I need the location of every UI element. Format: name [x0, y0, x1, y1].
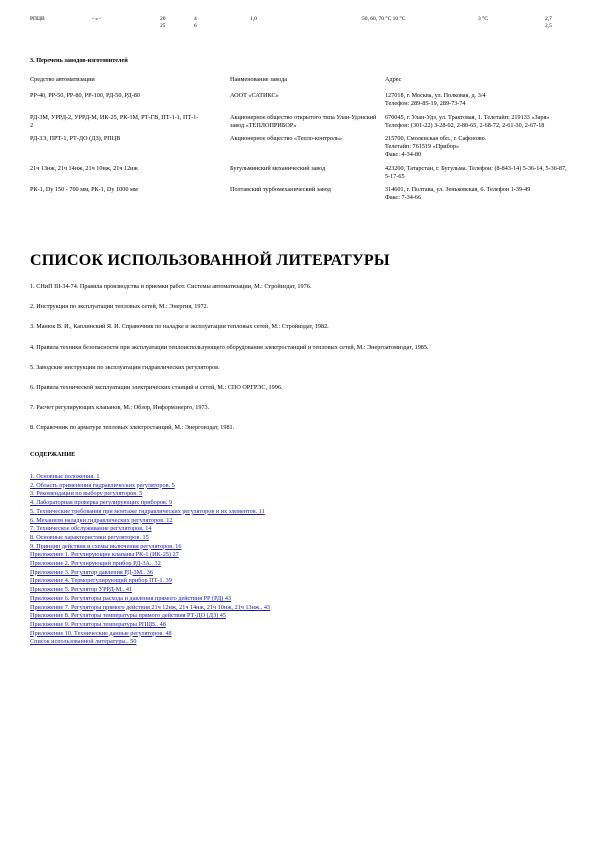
- table-row: [30, 114, 570, 135]
- toc-link[interactable]: 3. Рекомендации по выбору регуляторов. 5: [30, 490, 143, 498]
- toc-link[interactable]: Приложение 3. Регулятор давления РД-3М.. 36: [30, 568, 153, 576]
- toc-link[interactable]: 9. Принцип действия и схемы включения регуляторов. 16: [30, 542, 182, 550]
- toc-link[interactable]: Список использованной литературы.. 50: [30, 638, 137, 646]
- plant-cell: Акционерное общество открытого типа Улан-Удэнский завод «ТЕПЛОПРИБОР»: [230, 113, 377, 129]
- cell-value: 1,0: [250, 16, 257, 22]
- address-cell: [385, 186, 570, 207]
- plant-cell: Акционерное общество «Тепло-контроль»: [230, 135, 342, 143]
- device-cell: РД-3Э, ПРТ-1, РТ-ДО (ДЗ), РПЦВ: [30, 135, 121, 143]
- literature-item: 4. Правила техники безопасности при эксплуатации теплоиспользующего оборудования электростанций и тепловых сетей, М.: Энергоатомиздат, 1985.: [30, 343, 429, 351]
- table-row: [30, 186, 570, 207]
- cell-value: 3 °С: [478, 16, 488, 22]
- address-line: Факс: 4-34-80: [385, 151, 422, 159]
- plant-cell: Бугульминский механический завод: [230, 164, 326, 172]
- literature-item: 5. Заводские инструкции по эксплуатации гидравлических регуляторов.: [30, 363, 220, 371]
- address-cell: [385, 92, 570, 113]
- section-heading: 3. Перечень заводов-изготовителей: [30, 57, 128, 64]
- toc-link[interactable]: Приложение 1. Регулирующие клапаны РК-1 (ИК-25) 27: [30, 551, 179, 559]
- cell-value: 6: [194, 23, 197, 29]
- cell-value: 4: [194, 16, 197, 22]
- cell-ditto: - » -: [92, 16, 102, 22]
- cell-value: 2,5: [545, 23, 552, 29]
- address-line: 215700, Смоленская обл., г. Сафоново.: [385, 135, 487, 143]
- device-cell: РД-3М, УРРД-2, УРРД-М, ИК-25, РК-1М, РТ-ГВ, ПТ-1-1, ПТ-1-2: [30, 113, 199, 129]
- cell-value: 50, 60, 70 °С 10 °С: [362, 16, 406, 22]
- toc-link[interactable]: Приложение 5. Регулятор УРРД-М.. 41: [30, 586, 133, 594]
- address-line: 670045, г. Улан-Удэ, ул. Трактовая, 1. Телетайп: 219133 «Заря»: [385, 113, 550, 121]
- table-row: [30, 165, 570, 186]
- address-cell: [385, 114, 570, 135]
- toc-link[interactable]: 7. Техническое обслуживание регуляторов. 14: [30, 525, 152, 533]
- address-line: Телефон: (301-22) 3-28-02, 2-80-65, 2-68-72, 2-61-30, 2-67-18: [385, 121, 545, 129]
- address-cell: [385, 165, 570, 186]
- cell-device: РПЦВ: [30, 16, 45, 22]
- address-line: 127018, г. Москва, ул. Полковая, д. 3/4: [385, 92, 486, 100]
- toc-link[interactable]: Приложение 7. Регуляторы прямого действия 21ч 12нж, 21ч 14нж, 21ч 10нж, 21ч 13нж.. 43: [30, 603, 271, 611]
- plant-cell: АООТ «САТИКС»: [230, 92, 279, 100]
- cell-value: 20: [160, 16, 166, 22]
- literature-title: СПИСОК ИСПОЛЬЗОВАННОЙ ЛИТЕРАТУРЫ: [30, 252, 390, 269]
- literature-item: 8. Справочник по арматуре тепловых электростанций, М.: Энергоиздат, 1981.: [30, 424, 235, 432]
- toc-link[interactable]: 8. Основные характеристики регуляторов. 15: [30, 533, 149, 541]
- literature-item: 3. Манюк В. И., Каплинский Я. И. Справочник по наладке и эксплуатации тепловых сетей, М.: Стройиздат, 1982.: [30, 323, 329, 331]
- previous-table-fragment: [0, 16, 595, 36]
- toc-link[interactable]: 2. Область применения гидравлических регуляторов. 5: [30, 481, 175, 489]
- toc-link[interactable]: Приложение 9. Регуляторы температуры РПЦВ.. 48: [30, 620, 166, 628]
- toc-heading: СОДЕРЖАНИЕ: [30, 451, 76, 458]
- table-row: [30, 135, 570, 165]
- table-row: [30, 92, 570, 113]
- device-cell: 21ч 13нж, 21ч 14нж, 21ч 10нж, 21ч 12нж: [30, 164, 138, 172]
- literature-item: 1. СНиП III-34-74. Правила производства и приемки работ. Системы автоматизации, М.: Стройиздат, 1976.: [30, 283, 312, 290]
- toc-link[interactable]: Приложение 10. Технические данные регуляторов. 48: [30, 629, 172, 637]
- toc-link[interactable]: Приложение 6. Регуляторы расхода и давления прямого действия РР (РД) 43: [30, 594, 232, 602]
- address-cell: [385, 135, 570, 165]
- toc-link[interactable]: 1. Основные положения. 1: [30, 473, 100, 480]
- literature-item: 6. Правила технической эксплуатации электрических станций и сетей, М.: СПО ОРГРЭС, 1996.: [30, 384, 283, 392]
- literature-item: 7. Расчет регулирующих клапанов, М.: Обзор, Информэнерго, 1973.: [30, 404, 210, 412]
- cell-value: 25: [160, 23, 166, 29]
- plant-cell: Полтавский турбомеханический завод: [230, 186, 331, 194]
- address-line: 423200, Татарстан, г. Бугульма. Телефон: (8-843-14) 5-36-14, 5-36-87, 5-17-65: [385, 164, 567, 180]
- table-header-row: [30, 76, 570, 92]
- address-line: 314601, г. Полтава, ул. Зеньковская, 6. Телефон 1-39-49: [385, 186, 531, 194]
- device-cell: РК-1, Dу 150 - 700 мм, РК-1, Dу 1000 мм: [30, 186, 138, 194]
- literature-item: 2. Инструкция по эксплуатации тепловых сетей, М.: Энергия, 1972.: [30, 303, 209, 311]
- address-line: Телетайп: 761519 «Прибор»: [385, 143, 460, 151]
- literature-list: [30, 283, 570, 433]
- column-header: Адрес: [385, 76, 402, 83]
- device-cell: РР-40, РР-50, РР-80, РР-100, РД-50, РД-80: [30, 92, 140, 100]
- toc-link[interactable]: 4. Лабораторная проверка регулирующих приборов. 9: [30, 499, 173, 507]
- column-header: Наименование завода: [230, 76, 287, 83]
- toc-link[interactable]: 5. Технические требования при монтаже гидравлических регуляторов и их элементов. 11: [30, 507, 265, 515]
- toc-link[interactable]: Приложение 8. Регуляторы температуры прямого действия РТ-ДО (ДЗ) 45: [30, 612, 226, 620]
- column-header: Средство автоматизации: [30, 76, 95, 83]
- manufacturers-table: [30, 76, 570, 207]
- toc-link[interactable]: Приложение 4. Терморегулирующий прибор ПТ-1. 39: [30, 577, 172, 585]
- cell-value: 2,7: [545, 16, 552, 22]
- table-of-contents: [30, 473, 570, 647]
- toc-link[interactable]: 6. Механизм наладки гидравлических регуляторов. 12: [30, 516, 173, 524]
- toc-link[interactable]: Приложение 2. Регулирующий прибор РД-3А.. 32: [30, 560, 161, 568]
- address-line: Телефон: 289-85-19, 289-73-74: [385, 100, 466, 108]
- address-line: Факс: 7-34-66: [385, 194, 422, 202]
